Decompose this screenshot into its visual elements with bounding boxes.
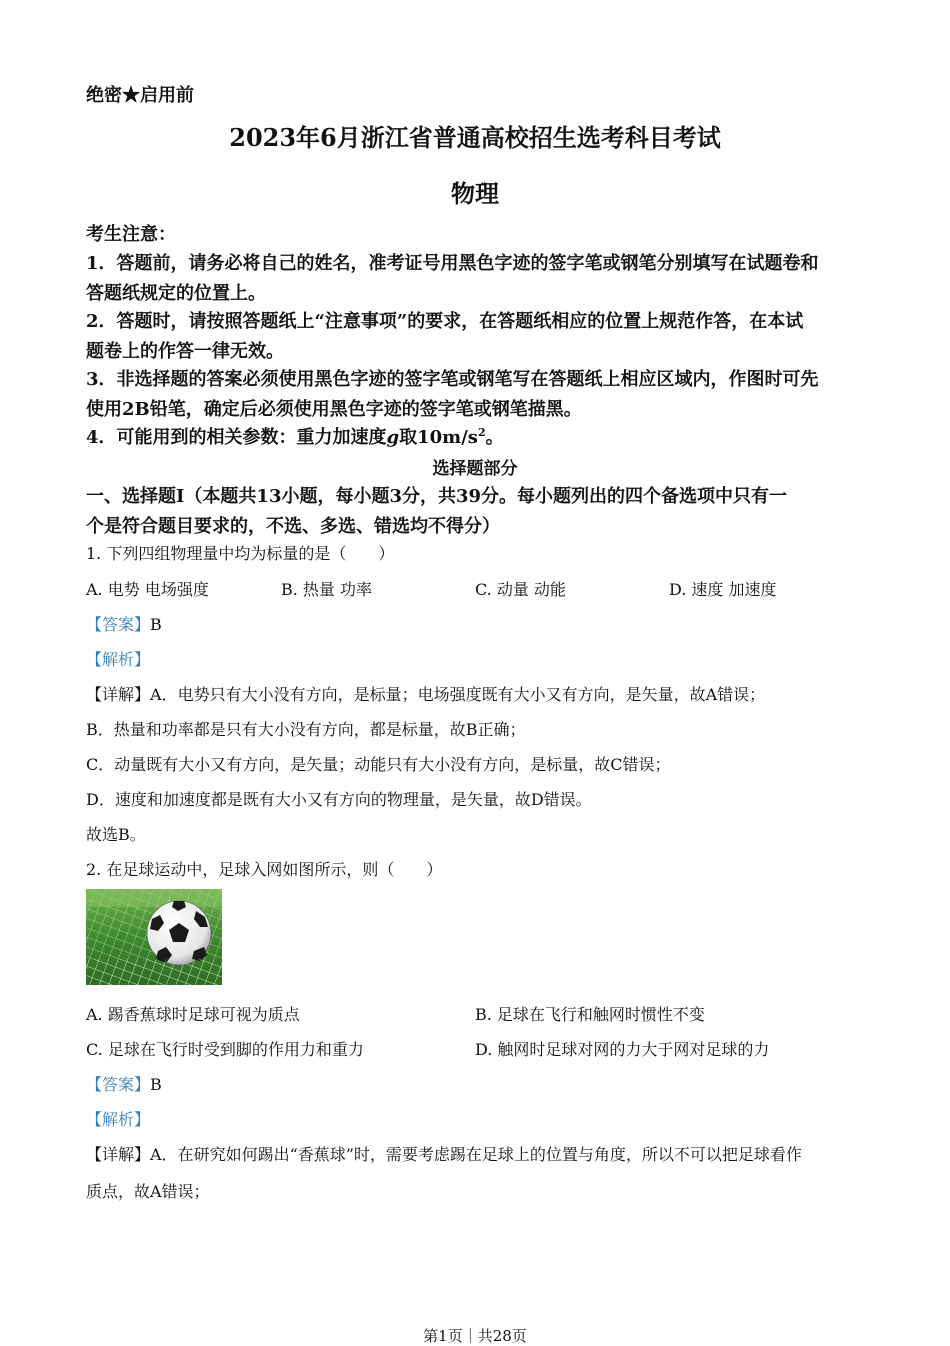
q1-option-d: D. 速度 加速度 (669, 580, 777, 599)
q2-option-d: D. 触网时足球对网的力大于网对足球的力 (475, 1040, 770, 1059)
q2-detail-line-1 (86, 1142, 802, 1165)
section-heading-line-1: 一、选择题Ⅰ（本题共13小题，每小题3分，共39分。每小题列出的四个备选项中只有一 (86, 486, 788, 507)
notice-item-2-line-2: 题卷上的作答一律无效。 (86, 341, 284, 362)
q2-detail-line-1-text: A．在研究如何踢出“香蕉球”时，需要考虑踢在足球上的位置与角度，所以不可以把足球看作 (150, 1145, 802, 1164)
notice-item-2-line-1: 2．答题时，请按照答题纸上“注意事项”的要求，在答题纸相应的位置上规范作答，在本试 (86, 311, 804, 332)
notice-item-4-exponent: 2 (477, 426, 486, 439)
q1-analysis-tag: 【解析】 (86, 650, 151, 669)
q1-answer-value: B (150, 615, 162, 634)
q1-answer (86, 612, 162, 635)
q1-conclusion: 故选B。 (86, 825, 146, 844)
notice-heading: 考生注意： (86, 224, 176, 245)
q2-answer-value: B (150, 1075, 162, 1094)
q1-option-c: C. 动量 动能 (475, 580, 566, 599)
soccer-photo-svg (86, 889, 222, 985)
q1-option-a: A. 电势 电场强度 (86, 580, 209, 599)
q2-detail-tag: 【详解】 (86, 1145, 151, 1164)
notice-item-1-line-2: 答题纸规定的位置上。 (86, 283, 266, 304)
q2-answer-tag: 【答案】 (86, 1075, 151, 1094)
notice-item-3-line-2: 使用2B铅笔，确定后必须使用黑色字迹的签字笔或钢笔描黑。 (86, 399, 582, 420)
page-footer: 第1页｜共28页 (423, 1327, 527, 1345)
subject-title: 物理 (451, 179, 499, 208)
q2-stem: 2. 在足球运动中，足球入网如图所示，则（ ） (86, 860, 443, 879)
section-heading-line-2: 个是符合题目要求的，不选、多选、错选均不得分） (86, 516, 500, 537)
notice-item-4-value: 取10m/s (399, 427, 478, 448)
gravity-symbol: g (386, 427, 400, 448)
q1-detail-tag: 【详解】 (86, 685, 151, 704)
exam-title: 2023年6月浙江省普通高校招生选考科目考试 (229, 123, 721, 152)
q1-stem: 1. 下列四组物理量中均为标量的是（ ） (86, 544, 395, 563)
q2-option-c: C. 足球在飞行时受到脚的作用力和重力 (86, 1040, 364, 1059)
q1-detail-d: D．速度和加速度都是既有大小又有方向的物理量，是矢量，故D错误。 (86, 790, 592, 809)
notice-item-4-end: 。 (485, 427, 504, 448)
soccer-ball-in-net-image (86, 889, 222, 985)
notice-item-3-line-1: 3．非选择题的答案必须使用黑色字迹的签字笔或钢笔写在答题纸上相应区域内，作图时可先 (86, 369, 819, 390)
section-part-title: 选择题部分 (432, 459, 518, 479)
q2-option-b: B. 足球在飞行和触网时惯性不变 (475, 1005, 705, 1024)
q1-answer-tag: 【答案】 (86, 615, 151, 634)
confidential-mark: 绝密★启用前 (86, 85, 194, 106)
notice-item-4-prefix: 4．可能用到的相关参数：重力加速度 (86, 427, 387, 448)
q1-detail-b: B．热量和功率都是只有大小没有方向，都是标量，故B正确； (86, 720, 526, 739)
q1-detail-a (86, 682, 765, 705)
q2-answer (86, 1072, 162, 1095)
notice-item-4 (86, 423, 504, 449)
q1-option-b: B. 热量 功率 (281, 580, 373, 599)
q2-analysis-tag: 【解析】 (86, 1110, 151, 1129)
q2-option-a: A. 踢香蕉球时足球可视为质点 (86, 1005, 300, 1024)
q1-detail-a-text: A．电势只有大小没有方向，是标量；电场强度既有大小又有方向，是矢量，故A错误； (150, 685, 766, 704)
notice-item-1-line-1: 1．答题前，请务必将自己的姓名，准考证号用黑色字迹的签字笔或钢笔分别填写在试题卷和 (86, 253, 819, 274)
q2-detail-line-2: 质点，故A错误； (86, 1182, 210, 1201)
q1-detail-c: C．动量既有大小又有方向，是矢量；动能只有大小没有方向，是标量，故C错误； (86, 755, 671, 774)
